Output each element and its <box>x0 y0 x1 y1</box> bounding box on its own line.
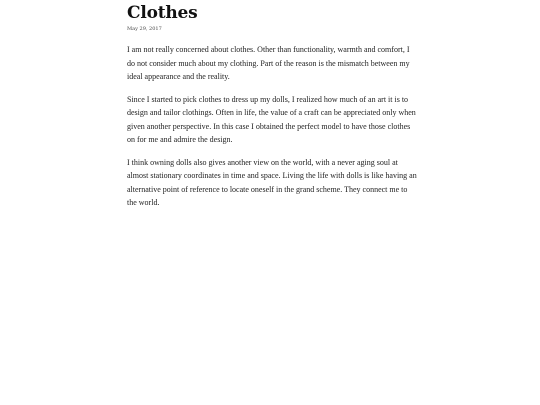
post-date: May 29, 2017 <box>127 26 162 32</box>
post-body <box>127 43 417 210</box>
post-paragraph: I think owning dolls also gives another view on the world, with a never aging soul at almost stationary coordinates in time and space. Living the life with dolls is like having an alternative point of reference to locate oneself in the grand scheme. They connect me to the world. <box>127 157 417 207</box>
post-article <box>127 4 417 219</box>
post-paragraph: I am not really concerned about clothes. Other than functionality, warmth and comfort, I do not consider much about my clothing. Part of the reason is the mismatch between my ideal appearance and the reality. <box>127 45 410 81</box>
post-title: Clothes <box>127 3 198 23</box>
post-paragraph: Since I started to pick clothes to dress up my dolls, I realized how much of an art it is to design and tailor clothings. Often in life, the value of a craft can be appreciated only when given another perspective. In this case I obtained the perfect model to have those clothes on for me and admire the design. <box>127 94 416 144</box>
